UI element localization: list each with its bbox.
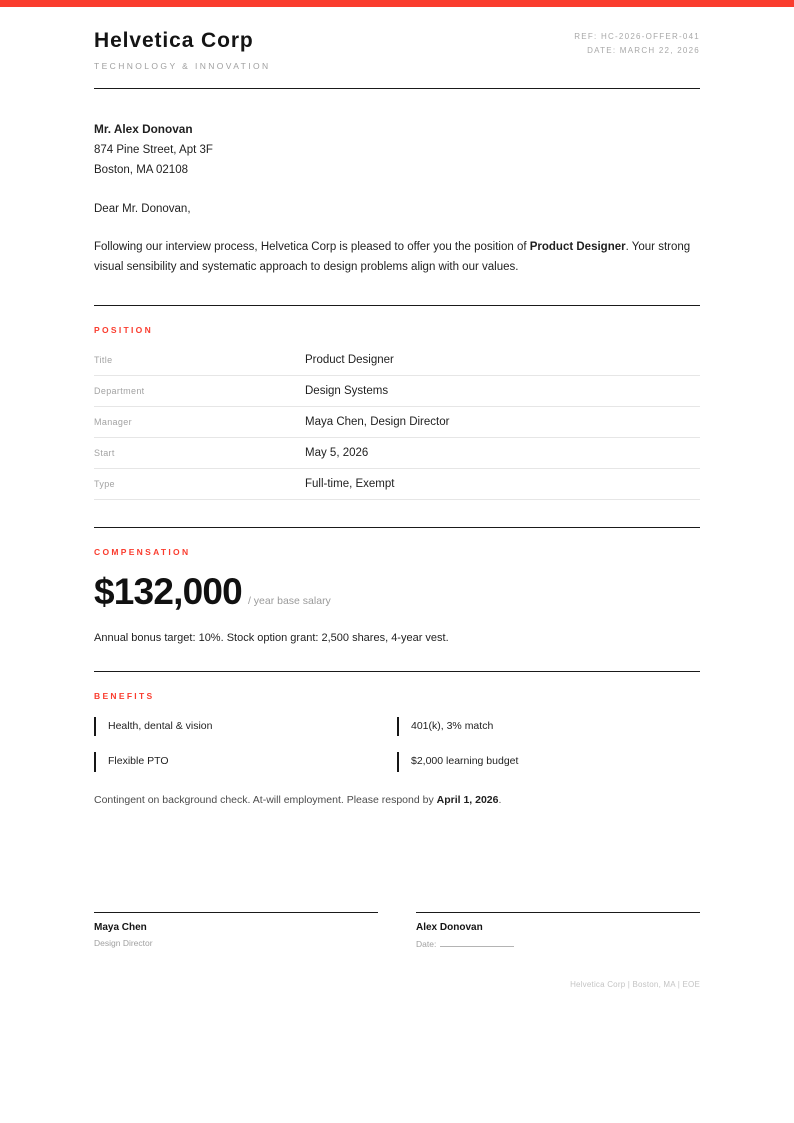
position-section-divider (94, 305, 700, 306)
reference-number: REF: HC-2026-OFFER-041 (574, 32, 700, 41)
intro-paragraph (94, 237, 700, 278)
recipient-address-line-2: Boston, MA 02108 (94, 164, 188, 177)
list-item: 401(k), 3% match (397, 717, 700, 736)
list-item: Health, dental & vision (94, 717, 397, 736)
position-section-heading: POSITION (94, 324, 154, 335)
row-value: May 5, 2026 (305, 437, 700, 468)
row-label: Department (94, 375, 305, 406)
company-tagline: TECHNOLOGY & INNOVATION (94, 61, 271, 72)
response-deadline: April 1, 2026 (436, 793, 499, 806)
row-label: Manager (94, 406, 305, 437)
date-label: Date: (416, 939, 437, 949)
signature-block-recipient (416, 912, 700, 949)
position-details-table (94, 345, 700, 500)
signature-date-field[interactable] (416, 938, 700, 949)
document-page (94, 0, 700, 1123)
salary-display (94, 570, 700, 612)
signer-name: Alex Donovan (416, 922, 483, 933)
table-row (94, 345, 700, 376)
contingency-text-start: Contingent on background check. At-will employment. Please respond by (94, 793, 437, 806)
list-item: Flexible PTO (94, 752, 397, 771)
recipient-block (94, 119, 700, 181)
signature-section (94, 912, 700, 949)
header-meta (574, 30, 700, 58)
row-label: Title (94, 345, 305, 376)
signature-line[interactable] (94, 912, 378, 913)
date-blank-line[interactable] (440, 938, 514, 947)
signature-block-sender (94, 912, 378, 949)
intro-position-title: Product Designer (529, 240, 626, 253)
header-divider (94, 88, 700, 89)
table-row (94, 468, 700, 499)
row-value: Design Systems (305, 375, 700, 406)
row-value: Full-time, Exempt (305, 468, 700, 499)
contingency-note (94, 794, 700, 806)
document-header (94, 0, 700, 72)
salutation: Dear Mr. Donovan, (94, 202, 191, 215)
recipient-name: Mr. Alex Donovan (94, 122, 193, 136)
benefits-list (94, 717, 700, 772)
contingency-text-end: . (498, 793, 502, 806)
list-item: $2,000 learning budget (397, 752, 700, 771)
compensation-section-heading: COMPENSATION (94, 546, 191, 557)
benefits-section-divider (94, 671, 700, 672)
document-footer: Helvetica Corp | Boston, MA | EOE (570, 980, 700, 989)
recipient-address-line-1: 874 Pine Street, Apt 3F (94, 143, 213, 156)
table-row (94, 375, 700, 406)
intro-text-start: Following our interview process, Helvetica Corp is pleased to offer you the position of (94, 240, 530, 253)
salary-amount: $132,000 (94, 570, 242, 612)
compensation-note: Annual bonus target: 10%. Stock option grant: 2,500 shares, 4-year vest. (94, 631, 449, 644)
signature-line[interactable] (416, 912, 700, 913)
intro-text-end: . Your strong visual sensibility and systematic approach to design problems align with our values. (94, 240, 691, 274)
salary-unit: / year base salary (247, 594, 331, 607)
compensation-section-divider (94, 527, 700, 528)
document-date: DATE: MARCH 22, 2026 (587, 46, 700, 55)
benefits-section-heading: BENEFITS (94, 690, 155, 701)
row-value: Product Designer (305, 345, 700, 376)
signer-role: Design Director (94, 938, 153, 948)
row-label: Start (94, 437, 305, 468)
table-row (94, 437, 700, 468)
company-name: Helvetica Corp (94, 29, 254, 52)
row-value: Maya Chen, Design Director (305, 406, 700, 437)
table-row (94, 406, 700, 437)
row-label: Type (94, 468, 305, 499)
signer-name: Maya Chen (94, 922, 147, 933)
